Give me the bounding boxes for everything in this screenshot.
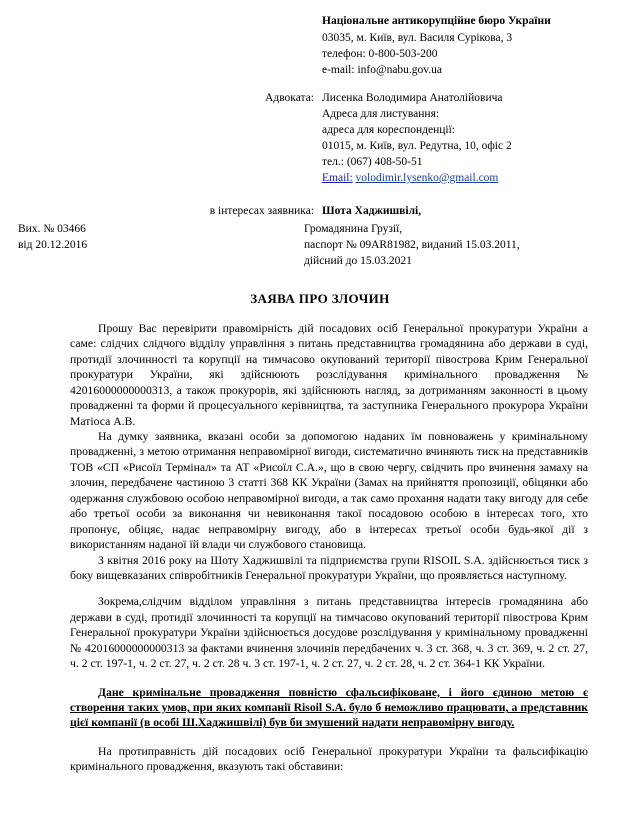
recipient-phone: телефон: 0-800-503-200 [322,47,438,60]
recipient-organization: Національне антикорупційне бюро України [322,15,551,27]
advocate-phone: тел.: (067) 408-50-51 [322,155,423,168]
outgoing-details [0,221,200,269]
advocate-corr-sub: адреса для кореспонденції: [322,124,455,137]
applicant-passport-validity: дійсний до 15.03.2021 [304,254,412,267]
advocate-email-line [322,171,622,187]
body-paragraph-closing: На протиправність дій посадових осіб Генеральної прокуратури України та фальсифікацію кримінального провадження, вказують такі обставини: [70,744,588,774]
advocate-label: Адвоката: [265,92,314,105]
body-paragraph-1: Прошу Вас перевірити правомірність дій посадових осіб Генеральної прокуратури України а саме: слідчих слідчого відділу управління з питань представництва громадянина або держави в суді, протидії злочинності та корупції на тимчасово окупований території півострова Крим Генеральної прокуратури України, які здійснюють розслідування кримінального провадження № 42016000000000313, а також прокурорів, які здійснюють нагляд, за дотриманням законності в цьому провадженні та форми й процесуального керівництва, та заступника Генерального прокурора України Матіоса А.В. [70,321,588,428]
body-paragraph-4: Зокрема,слідчим відділом управління з питань представництва інтересів громадянина або держави в суді, протидії злочинності та корупції на тимчасово окупований території півострова Крим Генеральної прокуратури України здійснюється досудове розслідування у кримінальному провадженні № 42016000000000313 за фактами вчинення злочинів передбачених ч. 3 ст. 368, ч. 3 ст. 369, ч. 2 ст. 27, ч. 2 ст. 197-1, ч. 2 ст. 27, ч. 2 ст. 28 ч. 3 ст. 197-1, ч. 2 ст. 27, ч. 2 ст. 28, ч. 2 ст. 364-1 КК України. [70,595,588,671]
applicant-interest-row [0,203,640,219]
applicant-name: Шота Хаджишвілі, [322,204,422,217]
recipient-email-line [322,63,622,79]
outgoing-row [0,221,640,269]
applicant-interest-label: в інтересах заявника: [209,204,314,217]
outgoing-date: від 20.12.2016 [18,238,88,251]
applicant-details [200,221,640,269]
document-body [0,321,640,775]
recipient-block [0,14,640,78]
recipient-email-label: e-mail: [322,63,355,76]
advocate-row [0,91,640,186]
advocate-corr-label: Адреса для листування: [322,108,440,121]
body-paragraph-emphasis: Дане кримінальне провадження повністю сфальсифіковане, і його єдиною метою є створення таких умов, при яких компанії Risoil S.A. було б неможливо працювати, а представник цієї компанії (в особі Ш.Хаджишвілі) був би змушений надати неправомірну вигоду. [70,685,588,730]
applicant-citizenship: Громадянина Грузії, [304,222,403,235]
document-title: ЗАЯВА ПРО ЗЛОЧИН [250,290,390,306]
body-paragraph-3: З квітня 2016 року на Шоту Хаджишвілі та підприємства групи RISOIL S.A. здійснюється тиск з боку вищевказаних співробітників Генеральної прокуратури України, що проявляється наступному. [70,553,588,582]
body-paragraph-2: На думку заявника, вказані особи за допомогою наданих їм повноважень у кримінальному провадженні, з метою отримання неправомірної вигоди, систематично вчиняють тиск на представників ТОВ «СП «Рисоїл Термінал» та АТ «Рисоїл С.А.», що в свою чергу, свідчить про вчинення замаху на злочин, передбачене частиною 3 статті 368 КК України (Замах на прийняття пропозиції, обіцянки або одержання службовою особою неправомірної вигоди, а так само прохання надати таку вигоду для себе або третьої особи за виконання чи невиконання такої посадовою особою в інтересах того, хто пропонує, обіцяє, надає неправомірну вигоду, або в інтересах третьої особи будь-якої дії з використанням наданої їй влади чи службового становища. [70,430,588,552]
advocate-email[interactable]: volodimir.lysenko@gmail.com [355,171,499,184]
advocate-email-label: Email: [322,171,353,184]
outgoing-number: Вих. № 03466 [18,222,86,235]
recipient-address: 03035, м. Київ, вул. Василя Сурікова, 3 [322,31,513,44]
advocate-details [322,91,640,186]
advocate-corr-address: 01015, м. Київ, вул. Редутна, 10, офіс 2 [322,140,512,153]
applicant-passport: паспорт № 09AR81982, виданий 15.03.2011, [304,238,520,251]
recipient-email: info@nabu.gov.ua [357,63,443,76]
advocate-name: Лисенка Володимира Анатолійовича [322,92,503,105]
document-page [0,14,640,837]
